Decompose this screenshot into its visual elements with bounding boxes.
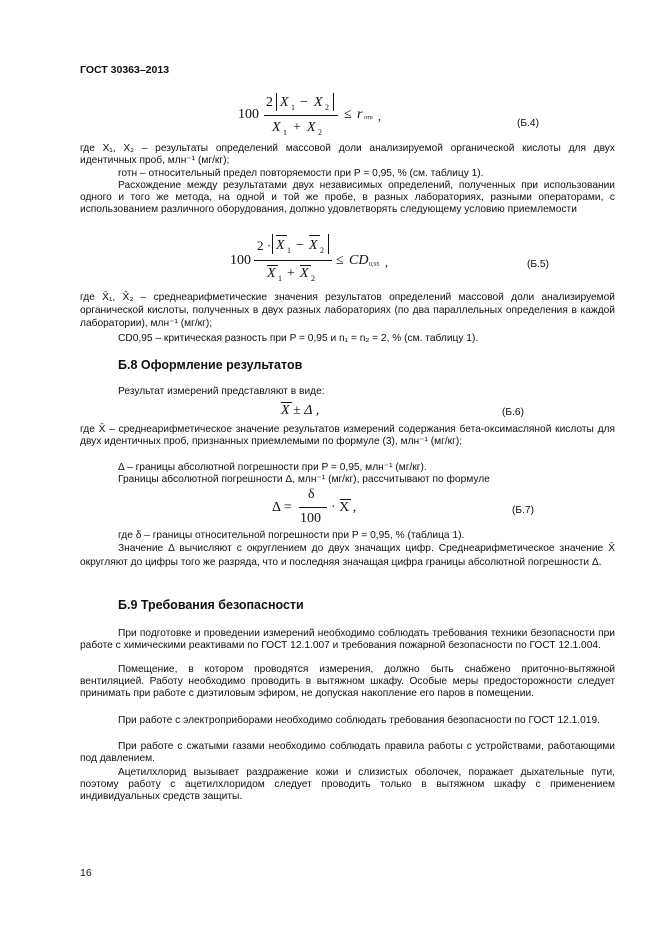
eq-b4-num-minus: − (300, 95, 308, 110)
eq-b4-rel: ≤ (344, 107, 352, 122)
para-p8: Δ – границы абсолютной погрешности при P = 0,95, млн⁻¹ (мг/кг). (118, 462, 427, 473)
para-p11: Значение Δ вычисляют с округлением до двух значащих цифр. Среднеарифметическое значение X̄ округляют до цифры того же разряда, что и последняя значащая цифра границы абсолютной погрешности Δ. (80, 543, 615, 568)
eq-b5-den-x2: X (300, 266, 309, 281)
eq-b4-coef: 100 (238, 107, 259, 122)
eq-b7-rhs: · X , (331, 500, 357, 515)
para-p1: где X₁, X₂ – результаты определений массовой доли анализируемой органической кислоты для двух идентичных проб, млн⁻¹ (мг/кг); (80, 143, 615, 167)
eq-b5-num-x1: X (276, 238, 285, 253)
para-p5: CD0,95 – критическая разность при P = 0,95 и n₁ = n₂ = 2, % (см. таблицу 1). (118, 333, 479, 344)
para-p3: Расхождение между результатами двух независимых определений, полученных при использовании одного и того же метода, на одной и той же пробе, в разных лабораториях, разными операторами, с использованием различного оборудования, должно удовлетворять следующему условию приемлемости (80, 180, 615, 216)
para-p10: где δ – границы относительной погрешности при P = 0,95, % (таблица 1). (118, 530, 465, 541)
eq-b5-abs-left (272, 234, 273, 254)
eq-b4-fraction-bar (264, 115, 338, 116)
eq-b5-number: (Б.5) (527, 259, 549, 270)
eq-b5-coef: 100 (230, 253, 251, 268)
eq-b5-den-plus: + (287, 266, 295, 281)
eq-b5-num-x1-bar (276, 235, 287, 236)
eq-b5-num-prefix: 2 · (257, 238, 272, 253)
eq-b4-num-x1: X (280, 95, 289, 110)
eq-b7-den: 100 (300, 511, 321, 526)
eq-b4-den-plus: + (293, 120, 301, 135)
eq-b7-fraction-bar (299, 507, 327, 508)
eq-b4-rhs: r (357, 107, 363, 122)
eq-b5-rhs: CD (349, 253, 369, 268)
eq-b5-num-x1-sub: 1 (287, 246, 291, 255)
eq-b5-comma: , (385, 255, 388, 269)
para-p13: Помещение, в котором проводятся измерения, должно быть снабжено приточно-вытяжной вентиляцией. Работу необходимо проводить в вытяжном шкафу. Особые меры предосторожности следует принимать при работе с диэтиловым эфиром, не допуская накопление его паров в помещении. (80, 664, 615, 700)
eq-b4-num-x2-sub: 2 (325, 103, 329, 112)
eq-b5-num-x2-bar (309, 235, 320, 236)
page-number: 16 (80, 867, 92, 879)
eq-b5-num-x2: X (309, 238, 318, 253)
eq-b5-rhs-sub: 0,95 (369, 262, 380, 268)
para-p7: где X̄ – среднеарифметическое значение результатов измерений содержания бета-оксимасляной кислоты для двух идентичных проб, признанных приемлемыми по формуле (3), млн⁻¹ (мг/кг); (80, 424, 615, 448)
eq-b5-rel: ≤ (336, 253, 344, 268)
para-p6: Результат измерений представляют в виде: (118, 386, 325, 397)
eq-b6-expr: X ± Δ , (281, 403, 320, 418)
eq-b4-den-x2: X (307, 120, 316, 135)
para-p12: При подготовке и проведении измерений необходимо соблюдать требования техники безопасности при работе с химическими реактивами по ГОСТ 12.1.007 и требования пожарной безопасности по ГОСТ 12.1.004. (80, 628, 615, 652)
eq-b4-num-x2: X (314, 95, 323, 110)
para-p4: где X̄₁, X̄₂ – среднеарифметические значения результатов определений массовой доли анализируемой органической кислоты, полученных в двух разных лабораториях (по два параллельных определения в каждой лаборатории), млн⁻¹ (мг/кг); (80, 292, 615, 329)
eq-b5-den-x1: X (267, 266, 276, 281)
para-p16: Ацетилхлорид вызывает раздражение кожи и слизистых оболочек, поражает дыхательные пути, поэтому работу с ацетилхлоридом следует проводить только в вытяжном шкафу с применением индивидуальных средств защиты. (80, 767, 615, 803)
para-p9: Границы абсолютной погрешности Δ, млн⁻¹ (мг/кг), рассчитывают по формуле (118, 474, 490, 485)
eq-b5-abs-right (328, 234, 329, 254)
eq-b5-den-sub2: 2 (311, 274, 315, 283)
eq-b7-number: (Б.7) (512, 505, 534, 516)
para-p2: rотн – относительный предел повторяемости при P = 0,95, % (см. таблицу 1). (118, 168, 484, 179)
eq-b4-abs-right (333, 93, 334, 111)
eq-b5-num-minus: − (296, 238, 304, 253)
eq-b4-abs-left (276, 93, 277, 111)
section-heading-b9: Б.9 Требования безопасности (118, 598, 304, 612)
eq-b5-den-sub1: 1 (278, 274, 282, 283)
eq-b4-den-sub2: 2 (318, 128, 322, 137)
para-p14: При работе с электроприборами необходимо соблюдать требования безопасности по ГОСТ 12.1.019. (118, 715, 600, 726)
eq-b6-number: (Б.6) (502, 407, 524, 418)
eq-b5-fraction-bar (254, 260, 332, 261)
section-heading-b8: Б.8 Оформление результатов (118, 358, 303, 372)
eq-b4-den-sub1: 1 (283, 128, 287, 137)
para-p15: При работе с сжатыми газами необходимо соблюдать правила работы с устройствами, работающими под давлением. (80, 741, 615, 765)
eq-b4-num-x1-sub: 1 (291, 103, 295, 112)
eq-b7-lhs: Δ = (272, 500, 292, 515)
eq-b5-num-x2-sub: 2 (320, 246, 324, 255)
eq-b4-num-prefix: 2 (266, 95, 273, 110)
eq-b4-comma: , (378, 109, 381, 123)
eq-b4-den-x1: X (272, 120, 281, 135)
eq-b4-number: (Б.4) (517, 118, 539, 129)
document-header: ГОСТ 30363–2013 (80, 64, 170, 76)
eq-b4-rhs-sub: отн (364, 115, 373, 121)
eq-b7-num: δ (308, 487, 315, 502)
